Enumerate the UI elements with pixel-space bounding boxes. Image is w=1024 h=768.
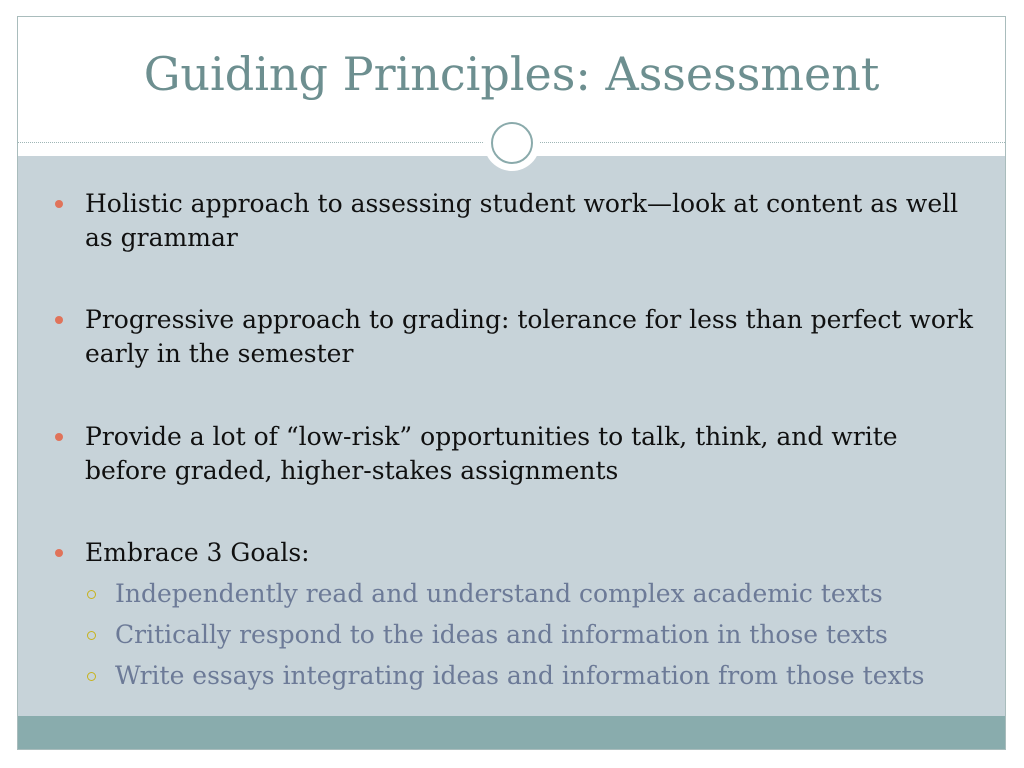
sub-bullet-item: Write essays integrating ideas and information from those texts (115, 661, 925, 690)
bullet-item: Progressive approach to grading: tolerance for less than perfect work early in the semester (85, 305, 973, 368)
sub-bullet-item: Critically respond to the ideas and information in those texts (115, 620, 888, 649)
bullet-item: Holistic approach to assessing student work—look at content as well as grammar (85, 189, 959, 252)
ring-ornament-icon (484, 115, 540, 171)
bullet-marker-icon (55, 200, 63, 208)
footer-band (18, 716, 1005, 750)
sub-bullet-marker-icon (87, 590, 96, 599)
slide (17, 16, 1006, 750)
bullet-marker-icon (55, 433, 63, 441)
sub-bullet-marker-icon (87, 631, 96, 640)
sub-bullet-item: Independently read and understand complex academic texts (115, 579, 883, 608)
slide-title: Guiding Principles: Assessment (143, 47, 880, 101)
ornament-ring (491, 122, 533, 164)
sub-bullet-marker-icon (87, 672, 96, 681)
bullet-item: Embrace 3 Goals: (85, 538, 310, 567)
bullet-marker-icon (55, 316, 63, 324)
bullet-marker-icon (55, 549, 63, 557)
bullet-item: Provide a lot of “low-risk” opportunities to talk, think, and write before graded, higher-stakes assignments (85, 422, 898, 485)
content-area (18, 156, 1005, 716)
